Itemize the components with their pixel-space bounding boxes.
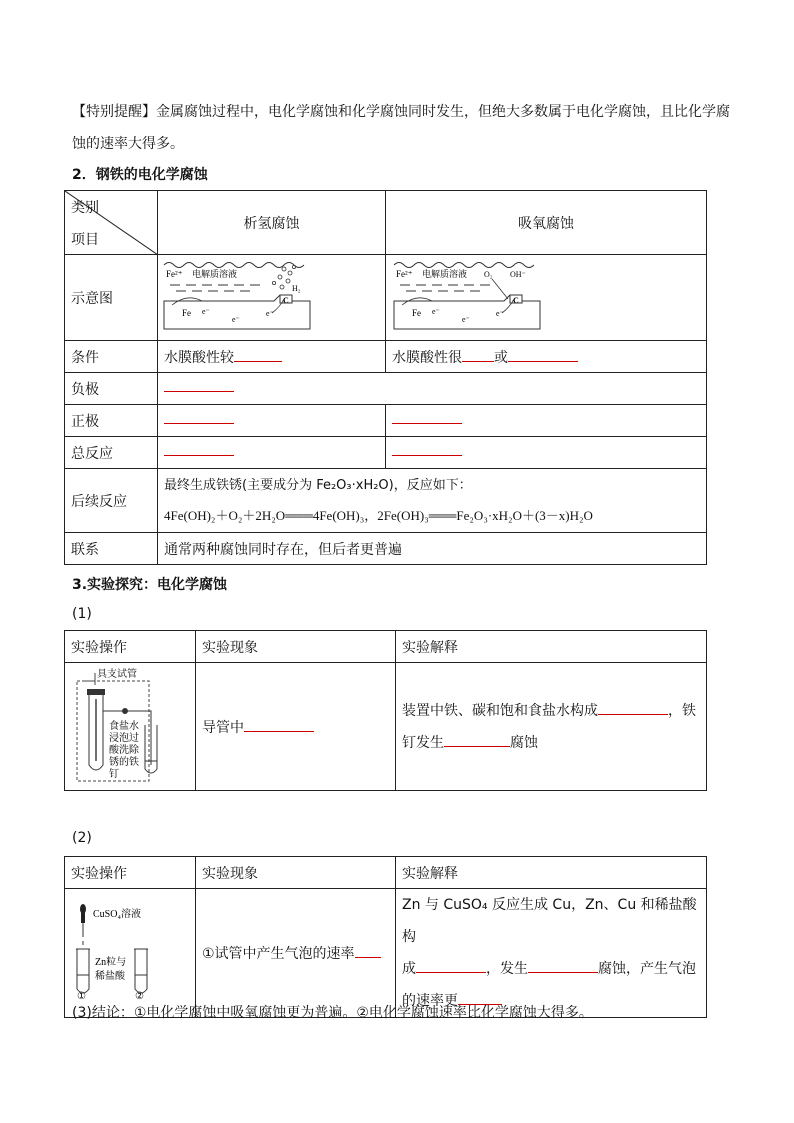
positive-hydrogen-blank[interactable] — [164, 417, 234, 424]
row-positive-label: 正极 — [65, 405, 158, 437]
total-hydrogen-blank[interactable] — [164, 449, 234, 456]
row-total-label: 总反应 — [65, 437, 158, 469]
t1-header-expl: 实验解释 — [396, 631, 707, 663]
corrosion-table — [64, 190, 707, 565]
t2-zn-label-1: Zn粒与 — [95, 957, 127, 968]
experiment-table-1 — [64, 630, 707, 791]
tip-paragraph — [72, 96, 732, 160]
negative-blank[interactable] — [164, 385, 234, 392]
o-sol-label: 电解质溶液 — [422, 268, 468, 279]
o-o2-label: O₂ — [484, 269, 493, 279]
o-c-label: C — [513, 295, 519, 305]
t2-expl-blank-2[interactable] — [528, 958, 598, 973]
positive-oxygen-blank[interactable] — [392, 417, 462, 424]
row-condition-label: 条件 — [65, 341, 158, 373]
t1-expl-d: 腐蚀 — [510, 734, 538, 751]
t1-header-op: 实验操作 — [65, 631, 196, 663]
t2-expl-a: Zn 与 CuSO₄ 反应生成 Cu，Zn、Cu 和稀盐酸构 — [402, 897, 697, 945]
h-fe-label: Fe²⁺ — [166, 268, 183, 279]
svg-text:食盐水: 食盐水 — [109, 720, 139, 732]
svg-text:酸洗除: 酸洗除 — [109, 744, 139, 756]
condition-oxygen-text-a: 水膜酸性很 — [392, 349, 462, 366]
h-e2-label: e⁻ — [232, 314, 240, 324]
tip-label: 【特别提醒】 — [72, 104, 156, 120]
experiment-table-2 — [64, 856, 707, 1018]
corner-bottom-label: 项目 — [71, 232, 99, 248]
o-e2-label: e⁻ — [462, 314, 470, 324]
t1-phen-cell — [196, 663, 396, 791]
t2-phen-text: ①试管中产生气泡的速率 — [202, 946, 355, 962]
t1-expl-c: 钉发生 — [402, 734, 444, 751]
total-oxygen-blank[interactable] — [392, 449, 462, 456]
h-e3-label: e⁻ — [266, 308, 274, 318]
row-relation-label: 联系 — [65, 533, 158, 565]
t2-header-expl: 实验解释 — [396, 857, 707, 889]
svg-text:浸泡过: 浸泡过 — [109, 732, 139, 744]
t2-expl-blank-1[interactable] — [416, 958, 486, 973]
hydrogen-diagram-cell — [158, 255, 386, 341]
t2-header-op: 实验操作 — [65, 857, 196, 889]
t2-expl-d: 腐蚀，产生气泡 — [598, 961, 696, 977]
col-oxygen-header: 吸氧腐蚀 — [386, 191, 707, 255]
o-e1-label: e⁻ — [432, 306, 440, 316]
part2-label: (2) — [72, 830, 92, 846]
row-negative-label: 负极 — [65, 373, 158, 405]
follow-line-2: 4Fe(OH)₂＋O₂＋2H₂O═══4Fe(OH)₃，2Fe(OH)₃═══Fe₂O₃·xH₂O＋(3－x)H₂O — [164, 507, 593, 523]
t1-nail-label — [109, 719, 140, 780]
condition-oxygen — [386, 341, 707, 373]
t2-expl-c: ，发生 — [486, 961, 528, 977]
branch-tube-apparatus — [71, 665, 191, 785]
o-oh-label: OH⁻ — [510, 269, 526, 279]
t1-apparatus-cell — [65, 663, 196, 791]
col-hydrogen-header: 析氢腐蚀 — [158, 191, 386, 255]
relation-cell: 通常两种腐蚀同时存在，但后者更普遍 — [158, 533, 707, 565]
o-e3-label: e⁻ — [496, 308, 504, 318]
svg-text:钉: 钉 — [109, 768, 119, 780]
oxygen-corrosion-diagram — [392, 257, 542, 335]
t2-phen-blank[interactable] — [355, 943, 381, 958]
t2-cuso4-label: CuSO₄溶液 — [93, 909, 141, 920]
t2-header-phen: 实验现象 — [196, 857, 396, 889]
follow-line-1: 最终生成铁锈(主要成分为 Fe₂O₃·xH₂O)，反应如下： — [164, 477, 472, 493]
t1-expl-b: ，铁 — [668, 702, 696, 719]
follow-cell — [158, 469, 707, 533]
corner-cell — [65, 191, 158, 255]
t2-zn-label-2: 稀盐酸 — [95, 971, 125, 982]
total-oxygen-cell — [386, 437, 707, 469]
t1-header-phen: 实验现象 — [196, 631, 396, 663]
condition-hydrogen-text: 水膜酸性较 — [164, 349, 234, 366]
t2-expl-cell — [396, 889, 707, 1018]
t1-expl-cell — [396, 663, 707, 791]
t2-expl-b: 成 — [402, 961, 416, 977]
hydrogen-corrosion-diagram — [162, 257, 312, 335]
section2-heading: 2．钢铁的电化学腐蚀 — [72, 167, 208, 183]
conclusion: (3)结论：①电化学腐蚀中吸氧腐蚀更为普遍。②电化学腐蚀速率比化学腐蚀大得多。 — [72, 1005, 593, 1021]
condition-hydrogen — [158, 341, 386, 373]
h-fe2-label: Fe — [182, 307, 191, 318]
condition-oxygen-text-b: 或 — [494, 349, 508, 366]
t1-tube-label: 具支试管 — [97, 668, 137, 680]
oxygen-diagram-cell — [386, 255, 707, 341]
condition-hydrogen-blank[interactable] — [234, 347, 282, 362]
h-sol-label: 电解质溶液 — [192, 268, 238, 279]
o-fe2-label: Fe — [412, 307, 421, 318]
part1-label: (1) — [72, 606, 92, 622]
t2-expl-e: 的速率更 — [402, 993, 458, 1009]
t1-expl-a: 装置中铁、碳和饱和食盐水构成 — [402, 702, 598, 719]
negative-answer-cell — [158, 373, 707, 405]
positive-hydrogen-cell — [158, 405, 386, 437]
zinc-acid-apparatus — [71, 901, 191, 1001]
row-follow-label: 后续反应 — [65, 469, 158, 533]
t1-phen-blank[interactable] — [244, 717, 314, 732]
row-diagram-label: 示意图 — [65, 255, 158, 341]
o-fe-label: Fe²⁺ — [396, 268, 413, 279]
t2-phen-cell — [196, 889, 396, 1018]
t2-apparatus-cell — [65, 889, 196, 1018]
positive-oxygen-cell — [386, 405, 707, 437]
t2-tube-1-label: ① — [77, 991, 86, 1001]
tip-text: 金属腐蚀过程中，电化学腐蚀和化学腐蚀同时发生，但绝大多数属于电化学腐蚀，且比化学腐蚀的速率大得多。 — [72, 104, 730, 152]
t1-expl-blank-2[interactable] — [444, 732, 510, 747]
h-e1-label: e⁻ — [202, 306, 210, 316]
condition-oxygen-blank-2[interactable] — [508, 347, 578, 362]
h-c-label: C — [283, 295, 289, 305]
t2-tube-2-label: ② — [135, 991, 144, 1001]
h-h2-label: H₂ — [292, 283, 301, 293]
corner-top-label: 类别 — [71, 200, 99, 216]
total-hydrogen-cell — [158, 437, 386, 469]
t1-expl-blank-1[interactable] — [598, 700, 668, 715]
t1-phen-text: 导管中 — [202, 719, 244, 736]
condition-oxygen-blank-1[interactable] — [462, 347, 494, 362]
svg-text:锈的铁: 锈的铁 — [109, 756, 139, 768]
section3-heading: 3.实验探究：电化学腐蚀 — [72, 577, 228, 593]
